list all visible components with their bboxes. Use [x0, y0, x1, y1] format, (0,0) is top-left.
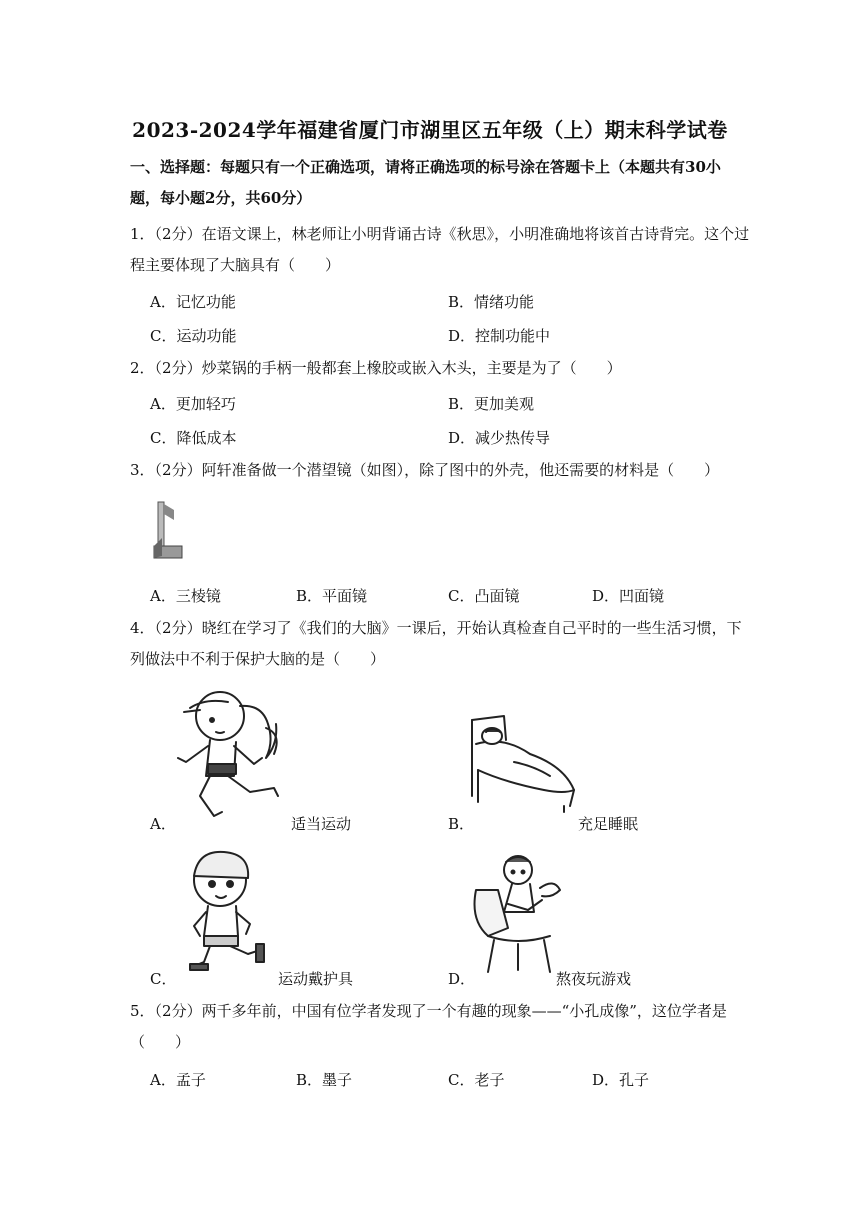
page-title: 2023-2024学年福建省厦门市湖里区五年级（上）期末科学试卷 [132, 118, 728, 142]
question-4-stem: 4．（2分）晓红在学习了《我们的大脑》一课后，开始认真检查自己平时的一些生活习惯，下列做法中不利于保护大脑的是（ ） [130, 619, 742, 668]
question-2-option-a[interactable]: A．更加轻巧 [150, 395, 236, 413]
running-girl-figure [170, 684, 300, 824]
question-1-stem: 1．（2分）在语文课上，林老师让小明背诵古诗《秋思》，小明准确地将该首古诗背完。这个过程主要体现了大脑具有（ ） [130, 225, 750, 274]
periscope-shell-figure [150, 498, 190, 566]
question-2-option-d[interactable]: D．减少热传导 [448, 429, 551, 447]
question-3-stem: 3．（2分）阿轩准备做一个潜望镜（如图），除了图中的外壳，他还需要的材料是（ ） [130, 461, 720, 479]
question-2-option-c[interactable]: C．降低成本 [150, 429, 237, 447]
question-3-option-a[interactable]: A．三棱镜 [150, 587, 221, 605]
question-1-option-a[interactable]: A．记忆功能 [150, 293, 236, 311]
question-4-option-b-caption: 充足睡眠 [578, 815, 639, 833]
question-4-option-b-letter[interactable]: B． [448, 815, 475, 833]
question-4-option-a-caption: 适当运动 [291, 815, 352, 833]
question-5-stem: 5．（2分）两千多年前，中国有位学者发现了一个有趣的现象——“小孔成像”，这位学者是（ ） [130, 1002, 727, 1051]
question-2-option-b[interactable]: B．更加美观 [448, 395, 535, 413]
question-2-stem: 2．（2分）炒菜锅的手柄一般都套上橡胶或嵌入木头，主要是为了（ ） [130, 359, 622, 377]
question-1-option-b[interactable]: B．情绪功能 [448, 293, 535, 311]
question-5-option-d[interactable]: D．孔子 [592, 1071, 650, 1089]
night-gaming-figure [468, 850, 568, 976]
question-3-option-b[interactable]: B．平面镜 [296, 587, 368, 605]
question-4-option-c-letter[interactable]: C． [150, 970, 177, 988]
question-1-option-d[interactable]: D．控制功能中 [448, 327, 551, 345]
question-1-option-c[interactable]: C．运动功能 [150, 327, 237, 345]
question-3-option-c[interactable]: C．凸面镜 [448, 587, 520, 605]
question-4-option-a-letter[interactable]: A． [150, 815, 176, 833]
question-4-option-d-letter[interactable]: D． [448, 970, 476, 988]
question-4-option-c-caption: 运动戴护具 [278, 970, 354, 988]
sleeping-child-figure [464, 710, 584, 816]
helmet-skater-figure [174, 844, 284, 976]
section-heading: 一、选择题：每题只有一个正确选项，请将正确选项的标号涂在答题卡上（本题共有30小题，每小题2分，共60分） [130, 158, 721, 207]
question-5-option-c[interactable]: C．老子 [448, 1071, 505, 1089]
question-5-option-b[interactable]: B．墨子 [296, 1071, 353, 1089]
question-4-option-d-caption: 熬夜玩游戏 [556, 970, 632, 988]
question-3-option-d[interactable]: D．凹面镜 [592, 587, 665, 605]
question-5-option-a[interactable]: A．孟子 [150, 1071, 206, 1089]
